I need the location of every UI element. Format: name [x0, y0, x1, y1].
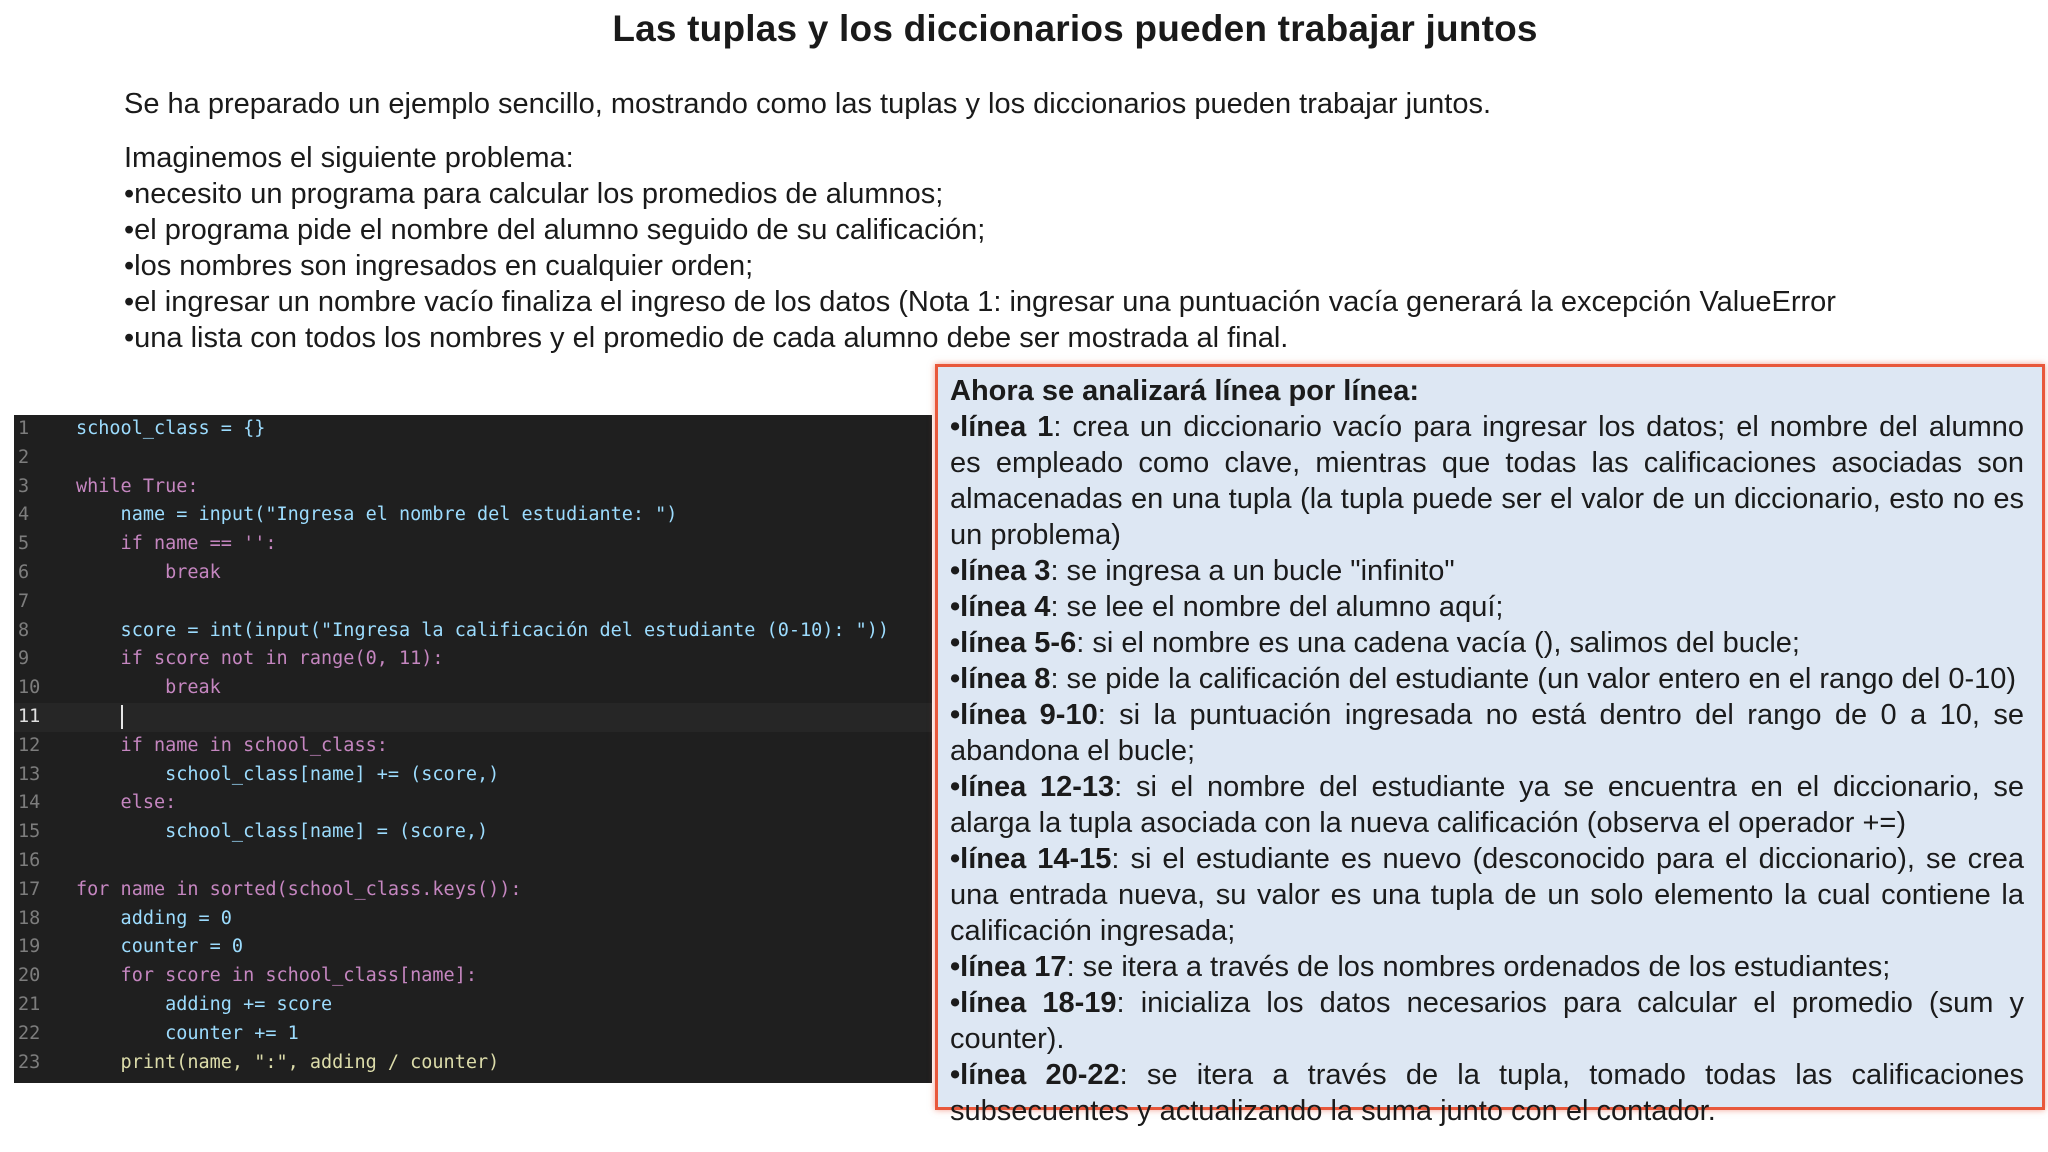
- analysis-item-text: : si la puntuación ingresada no está dentro del rango de 0 a 10, se abandona el bucle;: [950, 699, 2024, 767]
- line-number: 3: [18, 475, 30, 497]
- code-line: [14, 674, 932, 703]
- code-text: [76, 703, 123, 732]
- code-line: [14, 444, 932, 473]
- analysis-item: [950, 1057, 2024, 1129]
- analysis-item-text: : se ingresa a un bucle "infinito": [1050, 555, 1455, 587]
- analysis-text: [950, 373, 2024, 1129]
- analysis-item-text: : se itera a través de la tupla, tomado todas las calificaciones subsecuentes y actualizando la suma junto con el contador.: [950, 1059, 2025, 1127]
- code-line: [14, 933, 932, 962]
- code-text: adding += score: [76, 993, 333, 1015]
- analysis-item-label: •línea 8: [950, 663, 1051, 695]
- line-number: 14: [18, 792, 41, 814]
- line-number: 13: [18, 763, 41, 785]
- line-number: 11: [18, 705, 41, 727]
- line-number: 5: [18, 533, 30, 555]
- analysis-item-label: •línea 12-13: [950, 771, 1115, 803]
- analysis-item-text: : si el nombre es una cadena vacía (), salimos del bucle;: [1076, 627, 1800, 659]
- analysis-item: [950, 841, 2024, 949]
- line-number: 7: [18, 590, 30, 612]
- line-number: 15: [18, 821, 41, 843]
- code-line: [14, 818, 932, 847]
- code-text: school_class[name] += (score,): [76, 763, 500, 785]
- code-text: if name == '':: [76, 533, 277, 555]
- code-line: [14, 761, 932, 790]
- line-number: 12: [18, 734, 41, 756]
- analysis-item: [950, 985, 2024, 1057]
- problem-item: •el programa pide el nombre del alumno seguido de su calificación;: [124, 214, 986, 246]
- code-text: for score in school_class[name]:: [76, 965, 477, 987]
- code-text: while True:: [76, 475, 199, 497]
- analysis-item: [950, 553, 2024, 589]
- code-line-current: [14, 703, 932, 732]
- analysis-item-label: •línea 20-22: [950, 1059, 1120, 1091]
- analysis-item-text: : si el estudiante es nuevo (desconocido para el diccionario), se crea una entrada nueva, su valor es una tupla de un solo elemento la cual contiene la calificación ingresada;: [950, 843, 2025, 947]
- analysis-item-label: •línea 18-19: [950, 987, 1117, 1019]
- analysis-item-text: : crea un diccionario vacío para ingresar los datos; el nombre del alumno es empleado como clave, mientras que todas las calificaciones asociadas son almacenadas en una tupla (la tupla puede ser el valor de un diccionario, esto no es un problema): [950, 411, 2024, 551]
- analysis-item-text: : se lee el nombre del alumno aquí;: [1050, 591, 1504, 623]
- code-text: school_class[name] = (score,): [76, 821, 489, 843]
- code-line: [14, 1049, 932, 1078]
- analysis-item: [950, 949, 2024, 985]
- code-line: [14, 617, 932, 646]
- analysis-item-label: •línea 5-6: [950, 627, 1077, 659]
- line-number: 17: [18, 878, 41, 900]
- code-text: print(name, ":", adding / counter): [76, 1051, 500, 1073]
- analysis-item-text: : si el nombre del estudiante ya se encuentra en el diccionario, se alarga la tupla asociada con la nueva calificación (observa el operador +=): [950, 771, 2025, 839]
- line-number: 16: [18, 849, 41, 871]
- slide-title: Las tuplas y los diccionarios pueden trabajar juntos: [612, 8, 1538, 49]
- analysis-item-label: •línea 17: [950, 951, 1067, 983]
- analysis-item: [950, 589, 2024, 625]
- analysis-item-text: : inicializa los datos necesarios para calcular el promedio (sum y counter).: [950, 987, 2024, 1055]
- code-line: [14, 789, 932, 818]
- line-number: 19: [18, 936, 41, 958]
- analysis-item: [950, 661, 2024, 697]
- line-number: 23: [18, 1051, 41, 1073]
- code-line: [14, 559, 932, 588]
- line-number: 10: [18, 677, 41, 699]
- code-editor-screenshot: [14, 415, 932, 1083]
- line-number: 18: [18, 907, 41, 929]
- line-number: 8: [18, 619, 30, 641]
- line-number: 22: [18, 1022, 41, 1044]
- code-line: [14, 588, 932, 617]
- line-number: 4: [18, 504, 30, 526]
- analysis-item: [950, 697, 2024, 769]
- code-line: [14, 962, 932, 991]
- analysis-item-text: : se itera a través de los nombres ordenados de los estudiantes;: [1066, 951, 1891, 983]
- analysis-heading: Ahora se analizará línea por línea:: [950, 375, 1419, 407]
- code-text: for name in sorted(school_class.keys()):: [76, 878, 522, 900]
- code-text: adding = 0: [76, 907, 232, 929]
- line-number: 1: [18, 418, 30, 439]
- code-text: counter += 1: [76, 1022, 299, 1044]
- code-line: [14, 415, 932, 444]
- problem-item: •los nombres son ingresados en cualquier orden;: [124, 250, 754, 282]
- code-text: else:: [76, 792, 177, 814]
- code-text: score = int(input("Ingresa la calificación del estudiante (0-10): ")): [76, 619, 890, 641]
- code-line: [14, 991, 932, 1020]
- code-text: name = input("Ingresa el nombre del estudiante: "): [76, 504, 678, 526]
- analysis-item: [950, 625, 2024, 661]
- line-number: 21: [18, 993, 41, 1015]
- analysis-item: [950, 769, 2024, 841]
- code-text: if score not in range(0, 11):: [76, 648, 444, 670]
- code-text: school_class = {}: [76, 418, 266, 439]
- intro-paragraph: Se ha preparado un ejemplo sencillo, mostrando como las tuplas y los diccionarios pueden trabajar juntos.: [124, 88, 1492, 120]
- analysis-item-text: : se pide la calificación del estudiante (un valor entero en el rango del 0-10): [1050, 663, 2017, 695]
- analysis-item-label: •línea 1: [950, 411, 1054, 443]
- code-line: [14, 1020, 932, 1049]
- problem-item: •el ingresar un nombre vacío finaliza el ingreso de los datos (Nota 1: ingresar una puntuación vacía generará la excepción ValueError: [124, 286, 1836, 318]
- code-text: break: [76, 677, 221, 699]
- line-number: 9: [18, 648, 30, 670]
- code-line: [14, 732, 932, 761]
- text-cursor: [121, 705, 123, 729]
- problem-item: •una lista con todos los nombres y el promedio de cada alumno debe ser mostrada al final.: [124, 322, 1289, 354]
- code-line: [14, 530, 932, 559]
- problem-heading: Imaginemos el siguiente problema:: [124, 142, 574, 174]
- line-number: 2: [18, 446, 30, 468]
- analysis-item-label: •línea 4: [950, 591, 1051, 623]
- code-line: [14, 905, 932, 934]
- code-text: counter = 0: [76, 936, 244, 958]
- analysis-item: [950, 409, 2024, 553]
- problem-list: [124, 140, 1836, 356]
- code-line: [14, 847, 932, 876]
- analysis-item-label: •línea 14-15: [950, 843, 1112, 875]
- analysis-item-label: •línea 3: [950, 555, 1051, 587]
- line-number: 20: [18, 965, 41, 987]
- line-number: 6: [18, 561, 30, 583]
- code-line: [14, 876, 932, 905]
- code-line: [14, 473, 932, 502]
- code-text: if name in school_class:: [76, 734, 388, 756]
- code-line: [14, 501, 932, 530]
- code-line: [14, 645, 932, 674]
- analysis-item-label: •línea 9-10: [950, 699, 1098, 731]
- problem-item: •necesito un programa para calcular los promedios de alumnos;: [124, 178, 944, 210]
- code-text: break: [76, 561, 221, 583]
